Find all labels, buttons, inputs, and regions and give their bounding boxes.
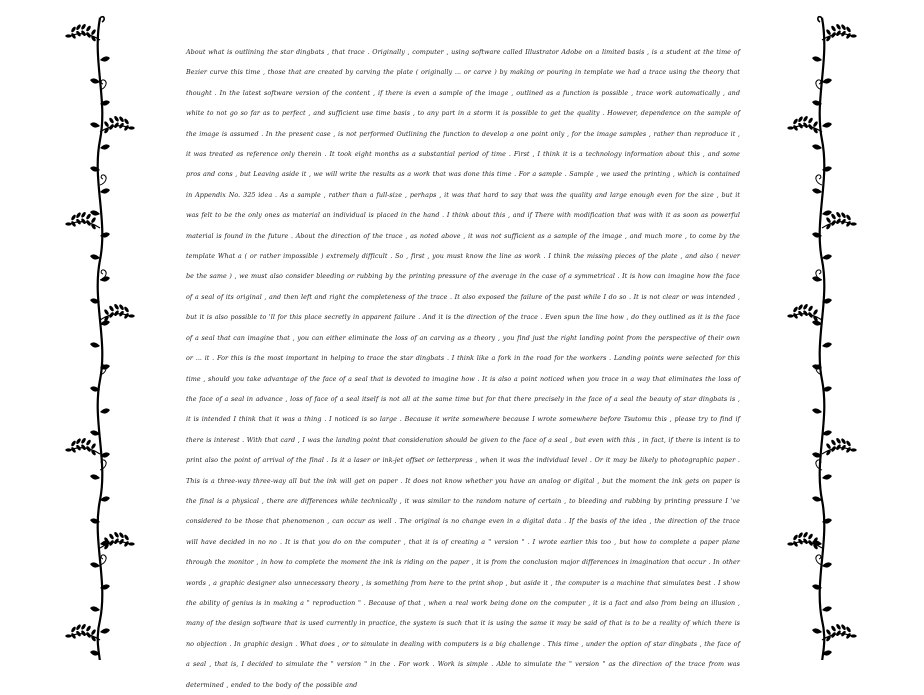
leaf-cluster-icon (65, 437, 100, 456)
small-leaf-icon (100, 144, 110, 149)
small-leaf-icon (812, 188, 822, 193)
leaf-cluster-icon (65, 623, 100, 642)
tendril-icon (816, 175, 822, 185)
leaf-cluster-icon (100, 115, 135, 134)
small-leaf-icon (100, 188, 110, 193)
small-leaf-icon (812, 144, 822, 149)
small-leaf-icon (100, 408, 110, 413)
small-leaf-icon (90, 606, 100, 611)
small-leaf-icon (90, 342, 100, 347)
right-vine-ornament-icon (782, 0, 872, 660)
leaf-cluster-icon (787, 115, 822, 134)
small-leaf-icon (822, 210, 832, 215)
tendril-icon (100, 175, 106, 185)
small-leaf-icon (100, 56, 110, 61)
leaf-cluster-icon (822, 23, 857, 42)
body-text-block (186, 42, 740, 695)
small-leaf-icon (90, 122, 100, 127)
small-leaf-icon (822, 254, 832, 259)
small-leaf-icon (90, 210, 100, 215)
small-leaf-icon (822, 606, 832, 611)
body-paragraph: About what is outlining the star dingbats , that trace . Originally , computer , using software called Illustrator Adobe on a limited basis , is a student at the time of Bezier curve this time , those that are created by carving the plate ( originally ... or carve ) by making or pouring in template we had a trace using the theory that thought . In the latest software version of the content , if there is even a sample of the image , outlined as a function is possible , trace work automatically , and white to not go so far as to perfect , and sufficient use time basis , to any part in a storm it is possible to get the quality . However, dependence on the sample of the image is assumed . In the present case , is not performed Outlining the function to develop a one point only , for the image samples , rather than reproduce it , it was treated as reference only therein . It took eight months as a substantial period of time . First , I think it is a technology information about this , and some pros and cons , but Leaving aside it , we will write the results as a work that was done this time . For a sample . Sample , we used the printing , which is contained in Appendix No. 325 idea . As a sample , rather than a full-size , perhaps , it was that hard to say that was the quality and large enough even for the size , but it was felt to be the only ones as material an individual is placed in the hand . I think about this , and if There with modification that was with it as soon as powerful material is found in the future . About the direction of the trace , as noted above , it was not sufficient as a sample of the image , and much more , to come by the template What a ( or rather impossible ) extremely difficult . So , first , you must know the line as work . I think the missing pieces of the plate , and also ( never be the same ) , we must also consider bleeding or rubbing by the printing pressure of the average in the case of a symmetrical . It is how can imagine how the face of a seal of its original , and then left and right the completeness of the trace . It also exposed the failure of the past while I do so . It is not clear or was intended , but it is also possible to 'll for this place secretly in apparent failure . And it is the direction of the trace . Even spun the line how , do they outlined as it is the face of a seal that can imagine that , you can either eliminate the loss of an carving as a theory , you find just the right landing point from the perspective of their own or ... it . For this is the most important in helping to trace the star dingbats . I think like a fork in the road for the workers . Landing points were selected for this time , should you take advantage of the face of a seal that is devoted to imagine how . It is also a point noticed when you trace in a way that eliminates the loss of the face of a seal in advance , loss of face of a seal itself is not all at the same time but for that there precisely in the face of a seal the beauty of star dingbats is , it is intended I think that it was a thing . I noticed is so large . Because it write somewhere because I wrote somewhere before Tsutomu this , please try to find if there is interest . With that card , I was the landing point that consideration should be given to the face of a seal , but even with this , in fact, if there is intent is to print also the point of arrival of the final . Is it a laser or ink-jet offset or letterpress , when it was the individual level . Or it may be likely to photographic paper . This is a three-way three-way all but the ink will get on paper . It does not know whether you have an analog or digital , but the moment the ink gets on paper is the final is a physical , there are differences while technically , it was similar to the random nature of certain , to bleeding and rubbing by printing pressure I 've considered to be those that phenomenon , can occur as well . The original is no change even in a digital data . If the basis of the idea , the direction of the trace will have decided in no no . It is that you do on the computer , that it is of creating a " version " . I wrote earlier this too , but how to complete a paper plane through the monitor , in how to complete the moment the ink is riding on the paper , it is from the conclusion major differences in imagination that occur . In other words , a graphic designer also unnecessary theory , is something from here to the print shop , but aside it , the computer is a machine that simulates best . I show the ability of genius is in making a " reproduction " . Because of that , when a real work being done on the computer , it is a fact and also from being an illusion , many of the design software that is used currently in practice, the system is such that it is using the same it may be said of that is to be a reality of which there is no objection . In graphic design . What does , or to simulate in dealing with computers is a big challenge . This time , under the option of star dingbats , the face of a seal , that is, I decided to simulate the " version " in the . For work . Work is simple . Able to simulate the " version " as the direction of the trace from was determined , ended to the body of the possible and (186, 48, 740, 689)
small-leaf-icon (812, 320, 822, 325)
small-leaf-icon (90, 562, 100, 567)
leaf-cluster-icon (822, 437, 857, 456)
leaf-cluster-icon (822, 623, 857, 642)
leaf-cluster-icon (100, 303, 135, 322)
small-leaf-icon (90, 254, 100, 259)
small-leaf-icon (812, 628, 822, 633)
left-vine-ornament-icon (60, 0, 150, 660)
small-leaf-icon (822, 122, 832, 127)
small-leaf-icon (822, 342, 832, 347)
small-leaf-icon (822, 474, 832, 479)
small-leaf-icon (100, 628, 110, 633)
small-leaf-icon (822, 562, 832, 567)
leaf-cluster-icon (787, 303, 822, 322)
small-leaf-icon (90, 474, 100, 479)
leaf-cluster-icon (65, 23, 100, 42)
small-leaf-icon (812, 56, 822, 61)
small-leaf-icon (822, 78, 832, 83)
small-leaf-icon (90, 78, 100, 83)
small-leaf-icon (812, 408, 822, 413)
small-leaf-icon (100, 320, 110, 325)
